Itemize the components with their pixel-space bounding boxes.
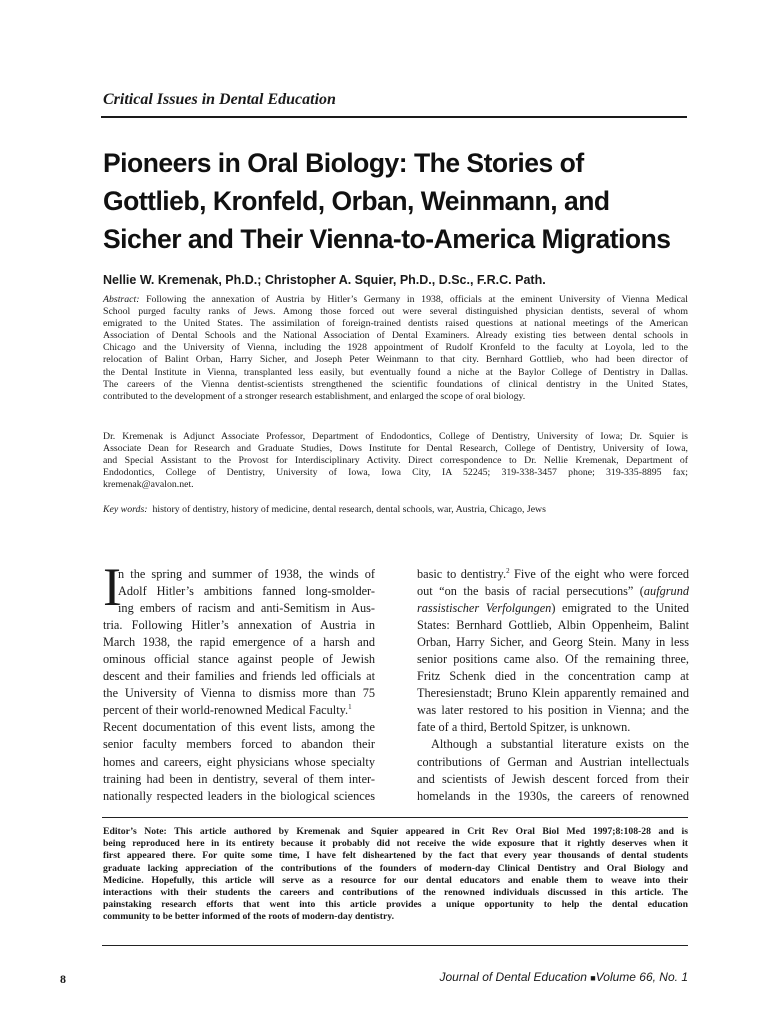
- affiliation-line: and Special Assistant to the Provost for Interdisciplinary Activity. Direct correspondence to Dr. Nellie Kremenak, Department of: [103, 455, 688, 467]
- editor-note-line: first appeared there. For quite some time, I have felt disheartened by the fact that every year thousands of dental students: [103, 850, 688, 862]
- editor-note-line: Editor’s Note: This article authored by Kremenak and Squier appeared in Crit Rev Oral Biol Med 1997;8:108-28 and is: [103, 826, 688, 837]
- abstract-label: Abstract:: [103, 294, 140, 305]
- body-line: Theresienstadt; Bruno Klein apparently remained and: [417, 686, 689, 701]
- body-line: homes and careers, eight physicians whose specialty: [103, 754, 375, 769]
- body-line: descent and their families and friends led officials at: [103, 669, 375, 684]
- body-line: Orban, Harry Sicher, and Georg Stein. Many in less: [417, 635, 689, 650]
- editor-note-line: painstaking research efforts that went into this article provides a unique opportunity to help the dental education: [103, 899, 688, 911]
- square-bullet-icon: ■: [590, 973, 596, 983]
- drop-cap: I: [103, 557, 121, 617]
- body-line: nationally respected leaders in the biological sciences: [103, 788, 375, 803]
- affiliation-line: kremenak@avalon.net.: [103, 479, 194, 491]
- body-line: ing embers of racism and anti-Semitism in Aus-: [118, 601, 375, 616]
- abstract-line: emigrated to the United States. The assimilation of foreign-trained dentists raised questions at national meetings of the American: [103, 318, 688, 330]
- editor-note-line: community to be better informed of the roots of modern-day dentistry.: [103, 911, 395, 923]
- editor-note-line: graduate lacking appreciation of the contributions of the founders of modern-day Clinical Dentistry and Oral Biology and: [103, 862, 688, 874]
- body-line: fate of a third, Bertold Spitzer, is unknown.: [417, 720, 631, 735]
- body-line: Fritz Schenk died in the concentration camp at: [417, 669, 689, 684]
- affiliation-line: Associate Dean for Research and Graduate Studies, Dows Institute for Dental Research, College of Dentistry, University of Iowa,: [103, 443, 688, 455]
- abstract-line: Chicago and the University of Vienna, including the 1928 appointment of Rudolf Kronfeld to the faculty at Loyola, led to the: [103, 342, 688, 354]
- author-affiliation: [103, 431, 688, 491]
- footnote-ref[interactable]: 2: [506, 566, 510, 575]
- body-line: training had been in dentistry, several of them inter-: [103, 771, 375, 786]
- section-divider: [101, 116, 687, 118]
- journal-name: Journal of Dental Education: [439, 970, 587, 984]
- body-line: n the spring and summer of 1938, the winds of: [118, 567, 375, 581]
- body-line: basic to dentistry.$^2$ Five of the eight who were forced: [417, 566, 689, 581]
- abstract-line: the Dental Institute in Vienna, transplanted less easily, but eventually found a niche at the Baylor College of Dentistry in Dallas.: [103, 366, 688, 378]
- body-line: Although a substantial literature exists on the: [431, 737, 689, 752]
- body-line: homelands in the 1930s, the careers of renowned: [417, 788, 689, 803]
- body-line: percent of their world-renowned Medical Faculty.$^1$: [103, 703, 352, 718]
- abstract-line: relocation of Balint Orban, Harry Sicher, and Joseph Peter Weinmann to that city. Bernhard Gottlieb, who had been director of: [103, 354, 688, 366]
- editor-note: [103, 826, 688, 924]
- journal-footer: [440, 970, 689, 984]
- abstract-line: contributed to the development of a stronger research establishment, and enlarged the scope of oral biology.: [103, 390, 526, 402]
- body-line: contributions of German and Austrian intellectuals: [417, 754, 689, 769]
- body-line: senior faculty members forced to abandon their: [103, 737, 375, 752]
- section-label: Critical Issues in Dental Education: [103, 91, 336, 108]
- keywords-text: history of dentistry, history of medicine, dental research, dental schools, war, Austria, Chicago, Jews: [152, 504, 546, 515]
- abstract-line: The careers of the Vienna dentist-scientists strengthened the scientific foundations of clinical dentistry in the United States,: [103, 378, 688, 390]
- body-line: ominous official stance against people of Jewish: [103, 652, 375, 667]
- body-line: rassistischer Verfolgungen) emigrated to the United: [417, 601, 689, 616]
- journal-volume: Volume 66, No. 1: [595, 970, 688, 984]
- body-line: March 1938, the rapid emergence of a harsh and: [103, 635, 375, 650]
- body-line: and scientists of Jewish descent forced from their: [417, 771, 689, 786]
- body-line: the University of Vienna to dismiss more than 75: [103, 686, 375, 701]
- title-line: Pioneers in Oral Biology: The Stories of: [103, 148, 584, 178]
- keywords-label: Key words:: [103, 504, 148, 515]
- body-line: was later restored to his position in Vienna; and the: [417, 703, 689, 718]
- body-line: tria. Following Hitler’s annexation of Austria in: [103, 618, 375, 633]
- body-column-left: [103, 557, 375, 805]
- body-line: Adolf Hitler’s ambitions fanned long-smolder-: [118, 584, 375, 599]
- body-line: States: Bernhard Gottlieb, Albin Oppenheim, Balint: [417, 618, 689, 633]
- keywords: [103, 504, 688, 515]
- body-column-right: [417, 566, 689, 805]
- abstract: [103, 294, 688, 403]
- abstract-line: Association of Dental Schools and the National Association of Dental Examiners. Already existing ties between dental schools in: [103, 330, 688, 342]
- abstract-line: School purged faculty ranks of Jews. Among those forced out were several distinguished physician dentists, several of whom: [103, 306, 688, 318]
- article-title: [103, 144, 703, 258]
- body-line: out “on the basis of racial persecutions” (aufgrund: [417, 584, 689, 599]
- editor-note-line: being reproduced here in its entirety because it probably did not receive the wide exposure that it rightly deserves when it: [103, 838, 688, 850]
- title-line: Gottlieb, Kronfeld, Orban, Weinmann, and: [103, 186, 610, 216]
- editor-note-line: Medicine. Hopefully, this article will serve as a resource for our dental educators and enable them to weave into their: [103, 874, 688, 886]
- footnote-ref[interactable]: 1: [348, 703, 352, 712]
- editor-note-line: interactions with their students the careers and contributions of the renowned individuals discussed in this article. The: [103, 887, 688, 899]
- affiliation-line: Endodontics, College of Dentistry, University of Iowa, Iowa City, IA 52245; 319-338-3457 phone; 319-335-8895 fax;: [103, 467, 688, 479]
- abstract-line: Abstract: Following the annexation of Austria by Hitler’s Germany in 1938, officials at the eminent University of Vienna Medical: [103, 294, 688, 305]
- author-list: Nellie W. Kremenak, Ph.D.; Christopher A. Squier, Ph.D., D.Sc., F.R.C. Path.: [103, 273, 546, 287]
- page-number: 8: [60, 972, 66, 986]
- affiliation-line: Dr. Kremenak is Adjunct Associate Professor, Department of Endodontics, College of Dentistry, University of Iowa; Dr. Squier is: [103, 431, 688, 442]
- body-line: Recent documentation of this event lists, among the: [103, 720, 375, 735]
- body-line: senior positions came also. Of the remaining three,: [417, 652, 689, 667]
- title-line: Sicher and Their Vienna-to-America Migrations: [103, 224, 671, 254]
